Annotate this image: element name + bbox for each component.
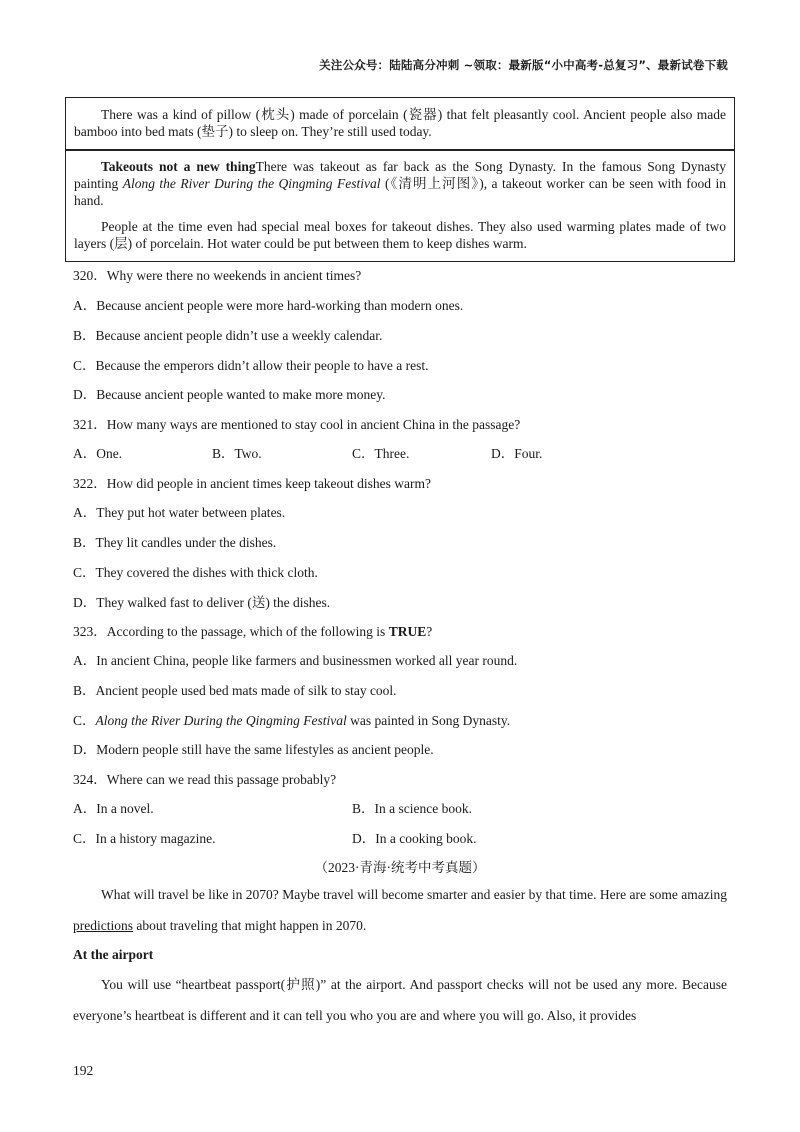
option: A．Because ancient people were more hard-working than modern ones.	[73, 298, 464, 313]
option: A．In a novel.	[73, 801, 154, 816]
underlined-word: predictions	[73, 918, 133, 933]
option: C．In a history magazine.	[73, 831, 216, 846]
passage-box-takeouts	[65, 150, 735, 262]
option: B．In a science book.	[352, 801, 472, 816]
passage-paragraph: There was a kind of pillow (枕头) made of porcelain (瓷器) that felt pleasantly cool. Ancient people also made bamboo into bed mats (垫子) to sleep on. They’re still used today.	[74, 107, 726, 139]
section-heading: Takeouts not a new thing	[101, 159, 256, 174]
option: B．They lit candles under the dishes.	[73, 535, 277, 550]
question-320: 320．Why were there no weekends in ancient times?	[73, 268, 362, 283]
option: C．They covered the dishes with thick cloth.	[73, 565, 318, 580]
option: D．Four.	[491, 446, 543, 461]
passage-box-pillow	[65, 97, 735, 150]
passage-paragraph: You will use “heartbeat passport(护照)” at the airport. And passport checks will not be used any more. Because everyone’s heartbeat is different and it can tell you who you are and where you will go. Also, it provides	[73, 977, 727, 1023]
question-323: 323．According to the passage, which of the following is TRUE?	[73, 624, 433, 639]
painting-title: Along the River During the Qingming Festival	[122, 176, 381, 191]
option: B．Two.	[212, 446, 262, 461]
page-number: 192	[73, 1063, 94, 1078]
option: C．Along the River During the Qingming Festival was painted in Song Dynasty.	[73, 713, 511, 728]
option: B．Ancient people used bed mats made of silk to stay cool.	[73, 683, 397, 698]
question-322: 322．How did people in ancient times keep takeout dishes warm?	[73, 476, 432, 491]
option: A．In ancient China, people like farmers and businessmen worked all year round.	[73, 653, 518, 668]
section-heading: At the airport	[73, 947, 154, 962]
page-header: 关注公众号：陆陆高分冲刺 ~领取：最新版“小中高考-总复习”、最新试卷下载	[319, 58, 728, 72]
option: D．Because ancient people wanted to make more money.	[73, 387, 386, 402]
option: C．Because the emperors didn’t allow their people to have a rest.	[73, 358, 429, 373]
option: C．Three.	[352, 446, 410, 461]
passage-paragraph: People at the time even had special meal boxes for takeout dishes. They also used warming plates made of two layers (层) of porcelain. Hot water could be put between them to keep dishes warm.	[74, 219, 726, 251]
option: B．Because ancient people didn’t use a weekly calendar.	[73, 328, 383, 343]
option: A．One.	[73, 446, 123, 461]
passage-paragraph: Takeouts not a new thingThere was takeout as far back as the Song Dynasty. In the famous Song Dynasty painting Along the River During the Qingming Festival (《清明上河图》), a takeout worker can be seen with food in hand.	[74, 159, 726, 208]
option: D．Modern people still have the same lifestyles as ancient people.	[73, 742, 434, 757]
question-324: 324．Where can we read this passage probably?	[73, 772, 337, 787]
option: A．They put hot water between plates.	[73, 505, 286, 520]
passage-intro: What will travel be like in 2070? Maybe travel will become smarter and easier by that time. Here are some amazing predictions about traveling that might happen in 2070.	[73, 887, 727, 933]
option: D．In a cooking book.	[352, 831, 477, 846]
source-label: （2023·青海·统考中考真题）	[314, 860, 486, 875]
question-321: 321．How many ways are mentioned to stay cool in ancient China in the passage?	[73, 417, 521, 432]
option: D．They walked fast to deliver (送) the dishes.	[73, 595, 331, 610]
